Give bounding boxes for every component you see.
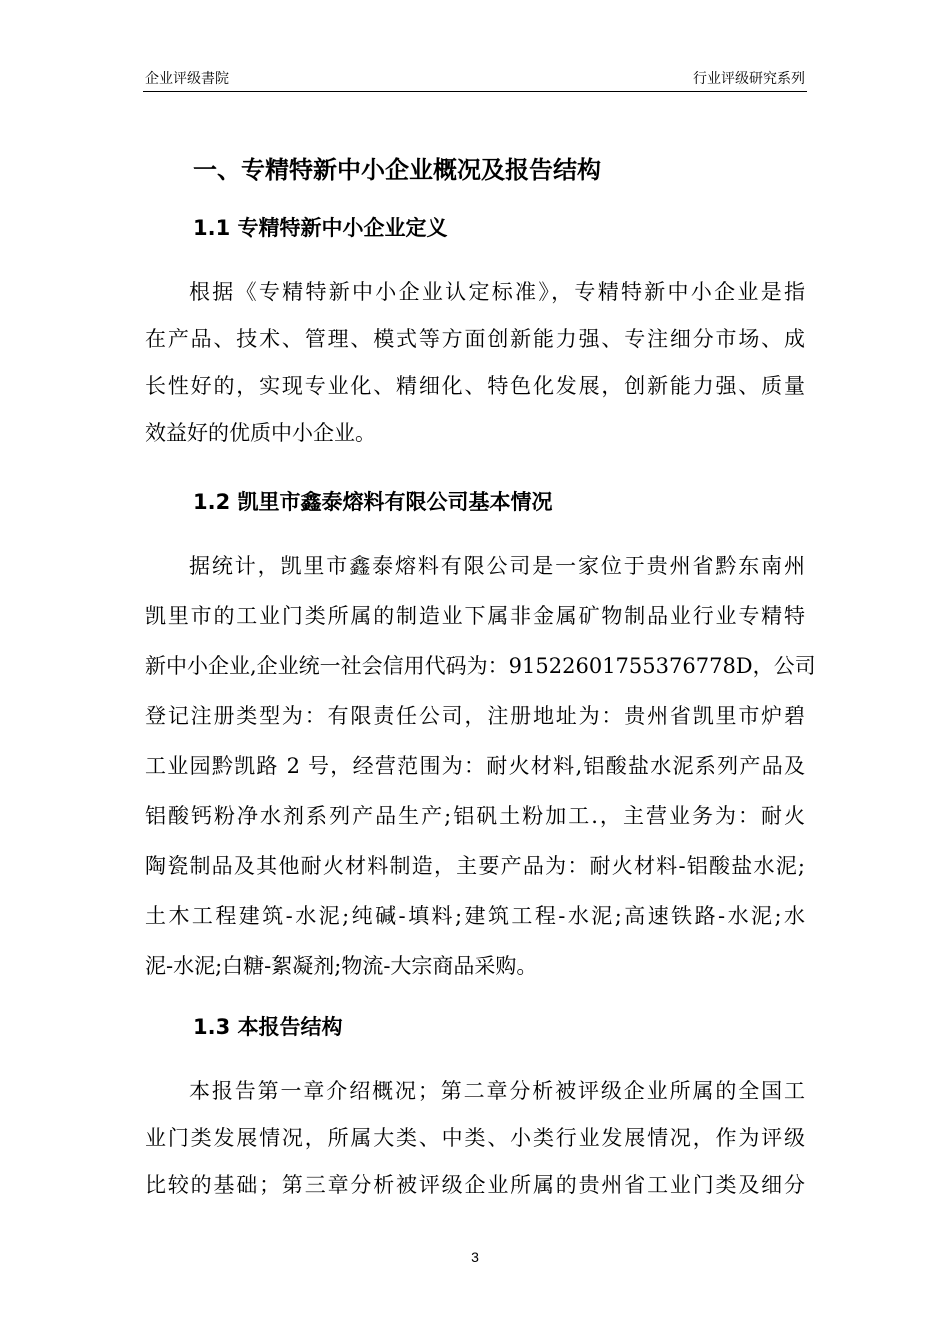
text-line: 土木工程建筑-水泥;纯碱-填料;建筑工程-水泥;高速铁路-水泥;水: [145, 904, 805, 928]
header-right-title: 行业评级研究系列: [693, 70, 805, 86]
paragraph-definition: [145, 277, 805, 465]
page-number: 3: [471, 1249, 479, 1265]
text-line: 工业园黔凯路 2 号，经营范围为：耐火材料,铝酸盐水泥系列产品及: [145, 754, 805, 778]
paragraph-company-info: [145, 551, 816, 1001]
text-line: 新中小企业,企业统一社会信用代码为：91522601755376778D，公司: [145, 654, 816, 678]
text-line: 效益好的优质中小企业。: [145, 421, 376, 445]
header-left-title: 企业评级書院: [145, 70, 229, 86]
text-line: 业门类发展情况，所属大类、中类、小类行业发展情况，作为评级: [145, 1126, 805, 1150]
text-line: 铝酸钙粉净水剂系列产品生产;铝矾土粉加工.，主营业务为：耐火: [145, 804, 805, 828]
text-line: 长性好的，实现专业化、精细化、特色化发展，创新能力强、质量: [145, 374, 805, 398]
text-line: 登记注册类型为：有限责任公司，注册地址为：贵州省凯里市炉碧: [145, 704, 805, 728]
subsection-1-3-title: 1.3 本报告结构: [193, 1015, 343, 1039]
text-line: 泥-水泥;白糖-絮凝剂;物流-大宗商品采购。: [145, 954, 538, 978]
text-line: 本报告第一章介绍概况；第二章分析被评级企业所属的全国工: [189, 1079, 805, 1103]
subsection-1-1-title: 1.1 专精特新中小企业定义: [193, 216, 448, 240]
text-line: 根据《专精特新中小企业认定标准》，专精特新中小企业是指: [189, 280, 805, 304]
text-line: 凯里市的工业门类所属的制造业下属非金属矿物制品业行业专精特: [145, 604, 805, 628]
paragraph-report-structure: [145, 1076, 805, 1217]
text-line: 据统计，凯里市鑫泰熔料有限公司是一家位于贵州省黔东南州: [189, 554, 805, 578]
subsection-1-2-title: 1.2 凯里市鑫泰熔料有限公司基本情况: [193, 490, 553, 514]
text-line: 陶瓷制品及其他耐火材料制造，主要产品为：耐火材料-铝酸盐水泥;: [145, 854, 805, 878]
text-line: 比较的基础；第三章分析被评级企业所属的贵州省工业门类及细分: [145, 1173, 805, 1197]
header-divider: [143, 91, 807, 92]
section-title: 一、专精特新中小企业概况及报告结构: [193, 156, 601, 184]
text-line: 在产品、技术、管理、模式等方面创新能力强、专注细分市场、成: [145, 327, 805, 351]
